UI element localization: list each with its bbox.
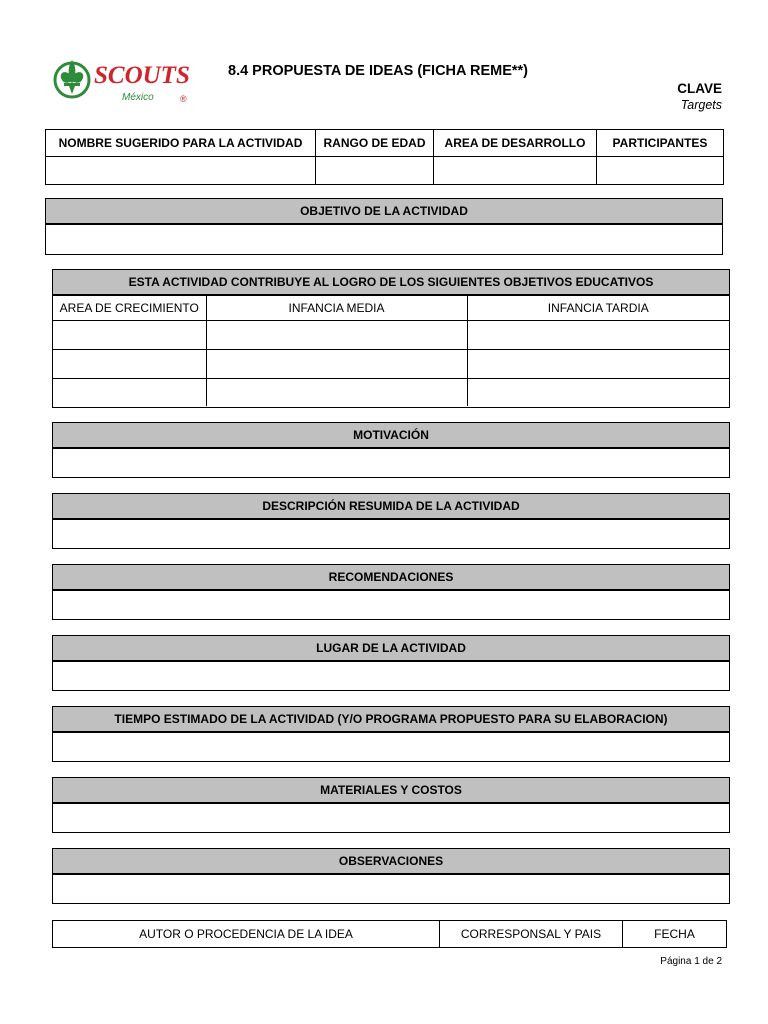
section-label: MOTIVACIÓN bbox=[53, 423, 729, 449]
participantes-field[interactable] bbox=[597, 157, 724, 185]
table-cell[interactable] bbox=[467, 320, 729, 349]
page-title: 8.4 PROPUESTA DE IDEAS (FICHA REME**) bbox=[228, 63, 528, 79]
objetivos-educativos-label: ESTA ACTIVIDAD CONTRIBUYE AL LOGRO DE LOS SIGUIENTES OBJETIVOS EDUCATIVOS bbox=[53, 270, 729, 296]
col-area-crecimiento: AREA DE CRECIMIENTO bbox=[53, 296, 206, 320]
autor-label: AUTOR O PROCEDENCIA DE LA IDEA bbox=[53, 921, 440, 948]
objetivos-educativos-table bbox=[53, 296, 729, 406]
table-cell[interactable] bbox=[53, 378, 206, 406]
svg-text:SCOUTS: SCOUTS bbox=[94, 62, 190, 89]
objetivo-label: OBJETIVO DE LA ACTIVIDAD bbox=[46, 199, 722, 225]
descripcion-section bbox=[52, 493, 730, 549]
objetivo-section bbox=[45, 198, 723, 255]
page-number: Página 1 de 2 bbox=[660, 956, 722, 967]
footer-table bbox=[52, 920, 727, 948]
section-label: TIEMPO ESTIMADO DE LA ACTIVIDAD (Y/O PROGRAMA PROPUESTO PARA SU ELABORACION) bbox=[53, 707, 729, 733]
scouts-mexico-logo bbox=[52, 50, 197, 108]
recomendaciones-section bbox=[52, 564, 730, 620]
observaciones-field[interactable] bbox=[53, 875, 729, 903]
motivacion-section bbox=[52, 422, 730, 478]
table-cell[interactable] bbox=[467, 349, 729, 378]
motivacion-field[interactable] bbox=[53, 449, 729, 477]
tiempo-section bbox=[52, 706, 730, 762]
section-label: RECOMENDACIONES bbox=[53, 565, 729, 591]
descripcion-field[interactable] bbox=[53, 520, 729, 548]
corresponsal-label: CORRESPONSAL Y PAIS bbox=[440, 921, 623, 948]
materiales-field[interactable] bbox=[53, 804, 729, 832]
rango-edad-field[interactable] bbox=[316, 157, 434, 185]
table-cell[interactable] bbox=[53, 320, 206, 349]
header-nombre: NOMBRE SUGERIDO PARA LA ACTIVIDAD bbox=[46, 130, 316, 157]
lugar-field[interactable] bbox=[53, 662, 729, 690]
table-cell[interactable] bbox=[206, 320, 467, 349]
table-cell[interactable] bbox=[206, 378, 467, 406]
activity-info-table bbox=[45, 129, 724, 185]
observaciones-section bbox=[52, 848, 730, 904]
recomendaciones-field[interactable] bbox=[53, 591, 729, 619]
table-cell[interactable] bbox=[467, 378, 729, 406]
svg-text:®: ® bbox=[180, 94, 187, 104]
fecha-label: FECHA bbox=[623, 921, 727, 948]
col-infancia-tardia: INFANCIA TARDIA bbox=[467, 296, 729, 320]
fleur-de-lis-icon bbox=[55, 60, 89, 97]
objetivos-educativos-section bbox=[52, 269, 730, 408]
svg-text:México: México bbox=[122, 92, 154, 103]
table-cell[interactable] bbox=[53, 349, 206, 378]
lugar-section bbox=[52, 635, 730, 691]
targets-label: Targets bbox=[680, 98, 722, 112]
objetivo-field[interactable] bbox=[46, 225, 722, 253]
area-desarrollo-field[interactable] bbox=[434, 157, 597, 185]
section-label: DESCRIPCIÓN RESUMIDA DE LA ACTIVIDAD bbox=[53, 494, 729, 520]
section-label: MATERIALES Y COSTOS bbox=[53, 778, 729, 804]
materiales-section bbox=[52, 777, 730, 833]
section-label: LUGAR DE LA ACTIVIDAD bbox=[53, 636, 729, 662]
table-cell[interactable] bbox=[206, 349, 467, 378]
nombre-field[interactable] bbox=[46, 157, 316, 185]
clave-label: CLAVE bbox=[677, 81, 722, 96]
header-rango-edad: RANGO DE EDAD bbox=[316, 130, 434, 157]
tiempo-field[interactable] bbox=[53, 733, 729, 761]
header-area-desarrollo: AREA DE DESARROLLO bbox=[434, 130, 597, 157]
section-label: OBSERVACIONES bbox=[53, 849, 729, 875]
header-participantes: PARTICIPANTES bbox=[597, 130, 724, 157]
col-infancia-media: INFANCIA MEDIA bbox=[206, 296, 467, 320]
